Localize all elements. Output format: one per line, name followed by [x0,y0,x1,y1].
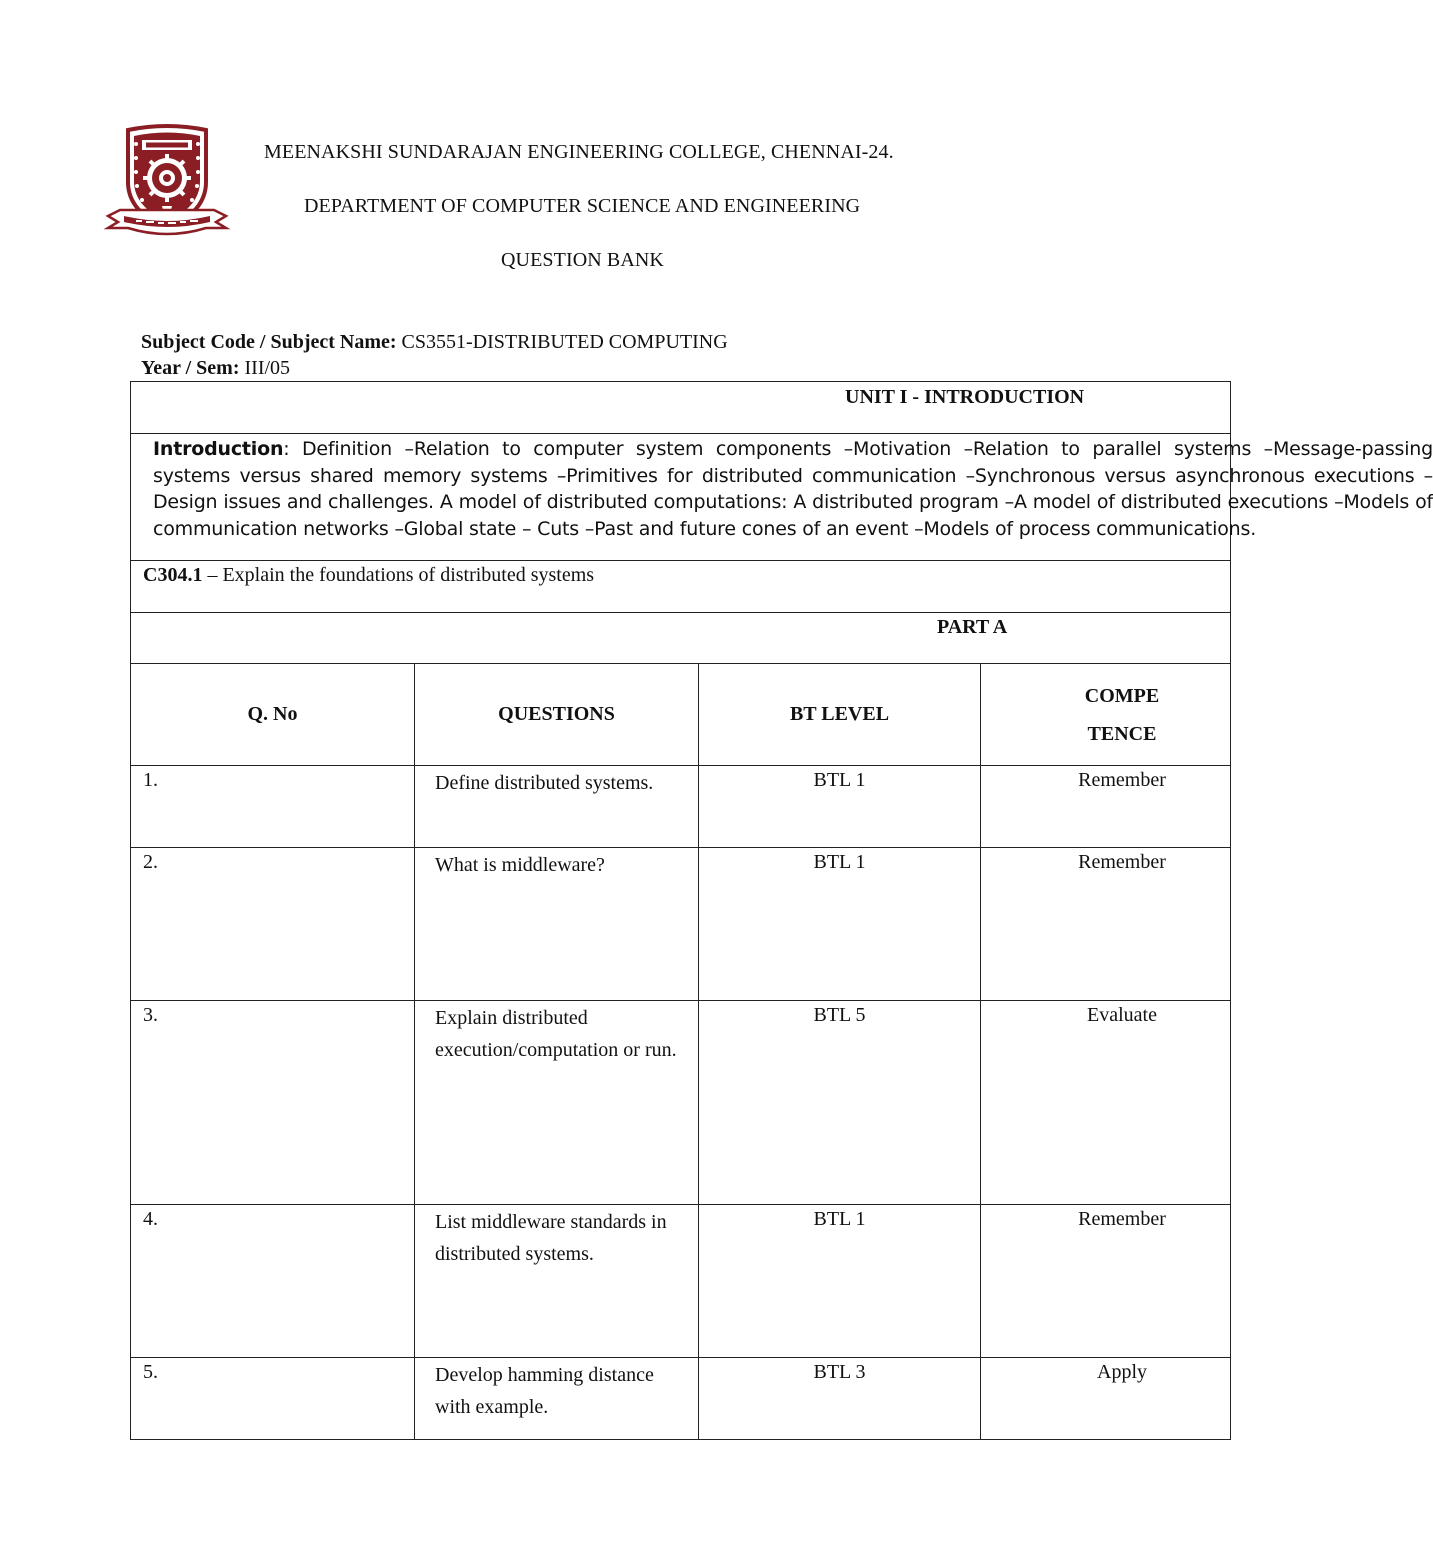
syllabus-lead: Introduction [153,438,284,460]
table-row [131,1358,1231,1440]
bt-level: BTL 3 [699,1358,981,1440]
course-outcome-cell [131,561,1231,613]
competence-value: Remember [1078,769,1166,791]
part-title-cell [131,613,1231,664]
syllabus-cell [131,434,1433,561]
question-number: 1. [131,766,415,848]
bt-level: BTL 1 [699,1205,981,1358]
question-number: 3. [131,1001,415,1205]
year-sem-value: III/05 [239,357,291,379]
syllabus-body: : Definition –Relation to computer system components –Motivation –Relation to parallel systems –Message-passing systems versus shared memory systems –Primitives for distributed communication –Synchronous versus asynchronous executions –Design issues and challenges. A model of distributed computations: A distributed program –A model of distributed executions –Models of communication networks –Global state – Cuts –Past and future cones of an event –Models of process communications. [153,438,1433,540]
document-title: QUESTION BANK [501,249,664,271]
college-crest-icon [106,124,228,240]
table-row [131,766,1231,848]
college-name: MEENAKSHI SUNDARAJAN ENGINEERING COLLEGE, CHENNAI-24. [264,141,894,163]
course-outcome-code: C304.1 [143,564,203,586]
subject-line [141,331,728,354]
competence-value: Remember [1078,851,1166,873]
competence [981,1001,1231,1205]
competence-value: Remember [1078,1208,1166,1230]
table-row [131,1205,1231,1358]
question-text: Define distributed systems. [415,766,699,848]
part-title: PART A [937,616,1008,638]
competence [981,848,1231,1001]
header-bt-level: BT LEVEL [699,664,981,766]
question-number: 2. [131,848,415,1001]
question-text: What is middleware? [415,848,699,1001]
unit-title-cell [131,382,1231,434]
question-table [130,381,1433,1440]
header-competence-line2: TENCE [1087,722,1157,745]
course-outcome-text: – Explain the foundations of distributed systems [202,564,595,586]
question-number: 5. [131,1358,415,1440]
bt-level: BTL 5 [699,1001,981,1205]
department-name: DEPARTMENT OF COMPUTER SCIENCE AND ENGINEERING [304,195,861,217]
competence [981,1205,1231,1358]
table-row [131,1001,1231,1205]
header-competence [981,664,1231,766]
table-header-row [131,664,1231,766]
question-text: List middleware standards in distributed systems. [415,1205,699,1358]
syllabus-text [131,434,1433,542]
question-text: Develop hamming distance with example. [415,1358,699,1440]
header-competence-line1: COMPE [1084,684,1160,707]
year-sem-label: Year / Sem: [141,357,240,379]
table-row [131,848,1231,1001]
competence-value: Evaluate [1087,1004,1157,1026]
competence [981,766,1231,848]
question-text: Explain distributed execution/computation or run. [415,1001,699,1205]
bt-level: BTL 1 [699,766,981,848]
header-qno: Q. No [131,664,415,766]
competence [981,1358,1231,1440]
question-number: 4. [131,1205,415,1358]
unit-title: UNIT I - INTRODUCTION [845,386,1085,408]
year-sem-line [141,357,290,380]
subject-value: CS3551-DISTRIBUTED COMPUTING [396,331,728,353]
bt-level: BTL 1 [699,848,981,1001]
header-questions: QUESTIONS [415,664,699,766]
subject-label: Subject Code / Subject Name: [141,331,397,353]
competence-value: Apply [1097,1361,1147,1383]
